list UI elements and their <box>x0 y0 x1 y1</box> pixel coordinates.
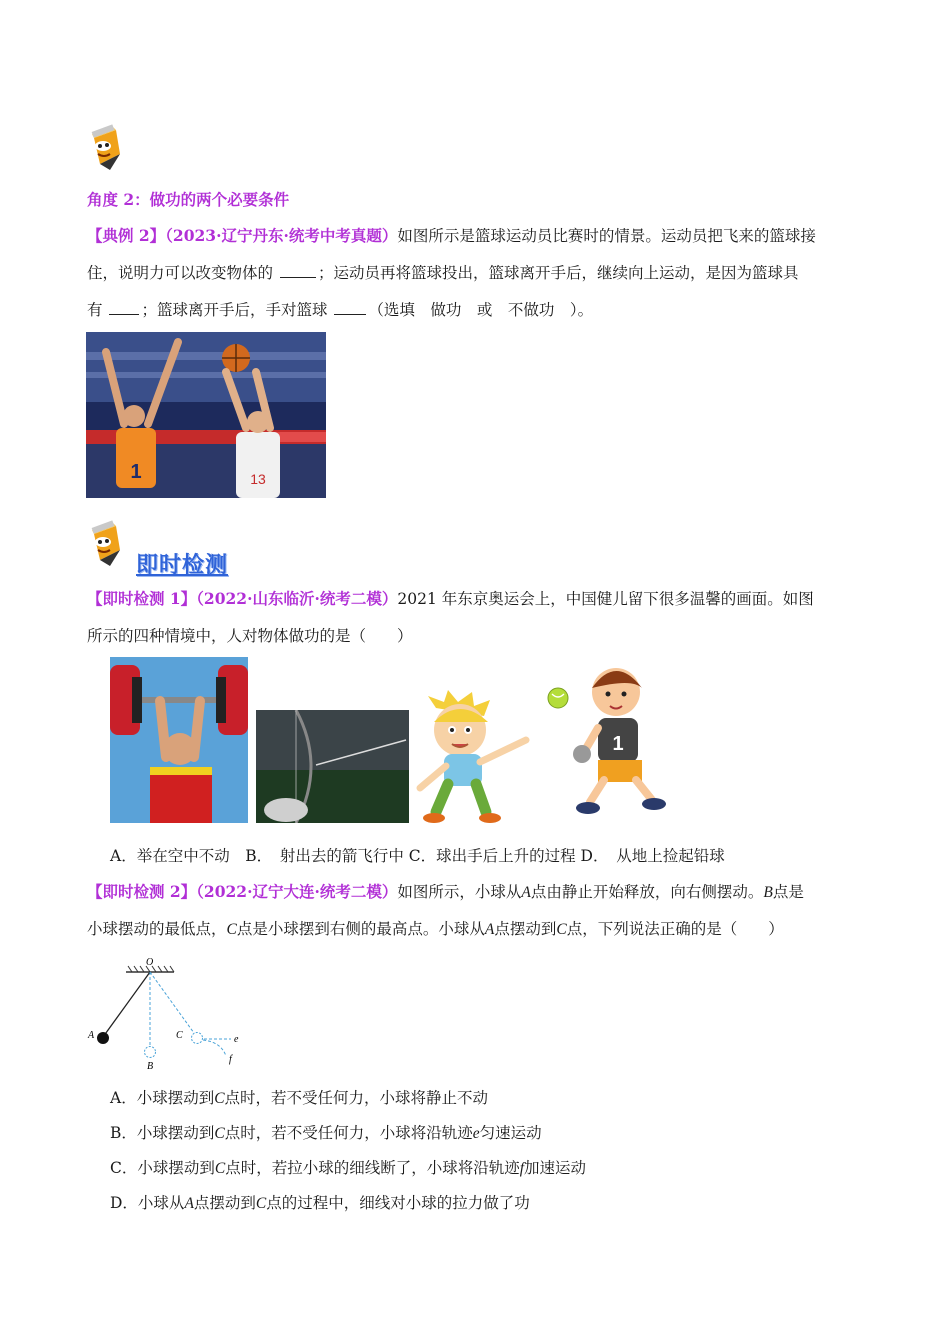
label-e: e <box>234 1034 239 1045</box>
angle-2-title: 角度 2：做功的两个必要条件 <box>87 190 290 209</box>
test-2-option-d[interactable]: D．小球从A点摆动到C点的过程中，细线对小球的拉力做了功 <box>110 1194 530 1212</box>
weightlifter-image <box>110 657 248 823</box>
answer-blank-1[interactable] <box>280 263 316 278</box>
svg-text:1: 1 <box>612 733 624 755</box>
instant-check-heading: 即时检测 <box>136 553 229 578</box>
archery-image <box>256 710 409 823</box>
test-1-options: A．举在空中不动 B． 射出去的箭飞行中 C．球出手后上升的过程 D． 从地上捡起铅球 <box>110 847 725 865</box>
label-O: O <box>146 957 154 968</box>
test-2-tag: 【即时检测 2】（2022·辽宁大连·统考二模） <box>87 882 398 901</box>
test-1-line-1: 【即时检测 1】（2022·山东临沂·统考二模）2021 年东京奥运会上，中国健儿留下很多温馨的画面。如图 <box>87 589 814 608</box>
test-2-line-1: 【即时检测 2】（2022·辽宁大连·统考二模）如图所示，小球从A点由静止开始释放，向右侧摆动。B点是 <box>87 882 804 901</box>
test-2-option-a[interactable]: A．小球摆动到C点时，若不受任何力，小球将静止不动 <box>110 1089 489 1107</box>
test-2-option-b[interactable]: B．小球摆动到C点时，若不受任何力，小球将沿轨迹e匀速运动 <box>110 1124 542 1142</box>
pendulum-diagram <box>86 952 256 1074</box>
boy-throwing-ball-image <box>414 688 532 824</box>
jersey-number-1: 1 <box>130 461 142 483</box>
boy-shot-put-image <box>546 662 670 824</box>
basketball-photo <box>86 332 326 498</box>
label-C: C <box>176 1030 183 1041</box>
test-2-line-2: 小球摆动的最低点，C点是小球摆到右侧的最高点。小球从A点摆动到C点，下列说法正确的是（ ） <box>87 920 784 938</box>
pencil-mascot-icon <box>86 520 126 568</box>
example-2-line-1: 【典例 2】（2023·辽宁丹东·统考中考真题）如图所示是篮球运动员比赛时的情景。运动员把飞来的篮球接 <box>87 226 816 245</box>
test-2-option-c[interactable]: C．小球摆动到C点时，若拉小球的细线断了，小球将沿轨迹f加速运动 <box>110 1159 587 1177</box>
label-A: A <box>88 1030 95 1041</box>
test-1-tag: 【即时检测 1】（2022·山东临沂·统考二模） <box>87 589 398 608</box>
label-f: f <box>229 1054 232 1065</box>
test-1-line-2: 所示的四种情境中，人对物体做功的是（ ） <box>87 627 413 645</box>
example-2-line-3: 有 ；篮球离开手后，手对篮球 （选填 做功 或 不做功 ）。 <box>87 301 594 319</box>
pencil-mascot-icon <box>86 124 126 172</box>
example-2-line-2: 住，说明力可以改变物体的 ；运动员再将篮球投出，篮球离开手后，继续向上运动，是因为篮球具 <box>87 264 799 282</box>
example-2-tag: 【典例 2】（2023·辽宁丹东·统考中考真题） <box>87 226 398 245</box>
answer-blank-2[interactable] <box>109 300 139 315</box>
ball-A <box>97 1032 109 1044</box>
label-B: B <box>147 1061 154 1072</box>
jersey-number-13: 13 <box>250 471 266 487</box>
answer-blank-3[interactable] <box>334 300 366 315</box>
